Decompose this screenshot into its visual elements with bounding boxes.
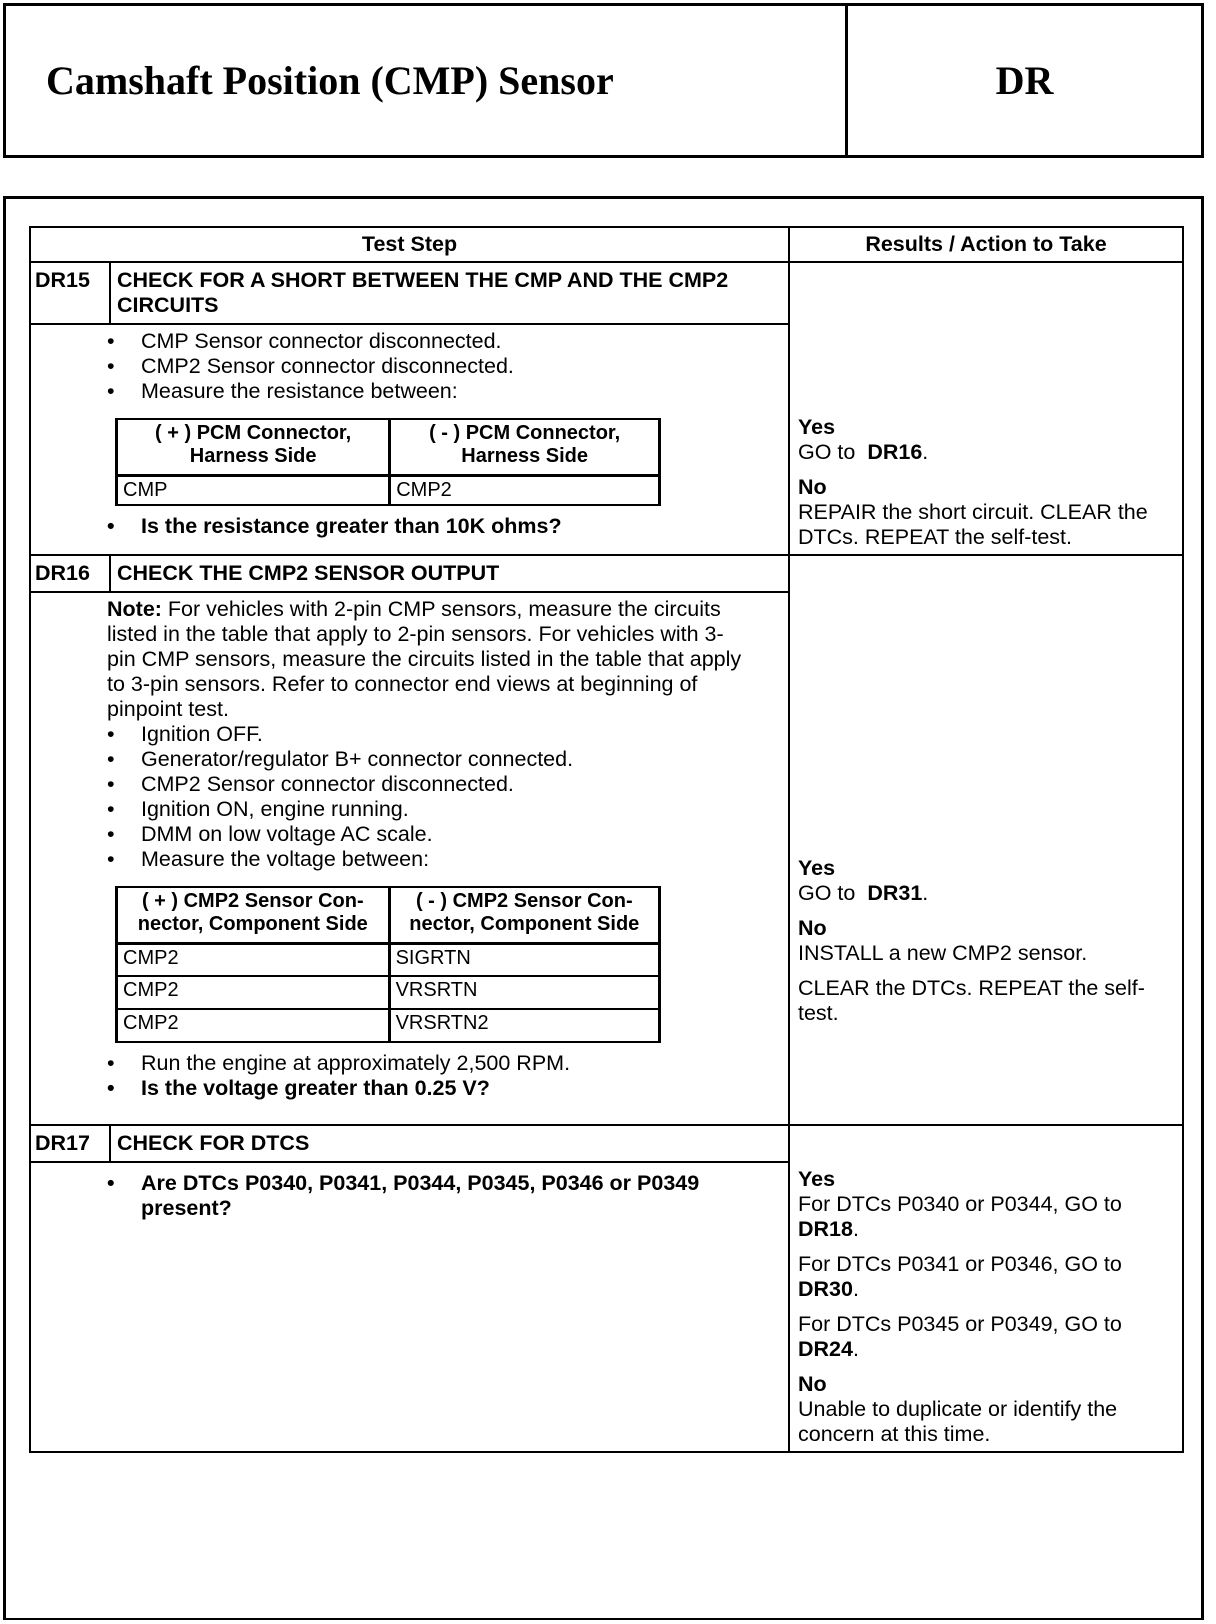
yes-target: DR24 — [798, 1337, 853, 1361]
no-label: No — [798, 475, 827, 499]
sub-cell: VRSRTN — [389, 976, 659, 1009]
yes-text: For DTCs P0345 or P0349, GO to — [798, 1312, 1122, 1336]
bullet: • CMP2 Sensor connector disconnected. — [107, 772, 778, 797]
bullet: • Measure the resistance between: — [107, 379, 778, 404]
sub-header: ( - ) CMP2 Sensor Con-nector, Component Side — [389, 887, 659, 943]
no-label: No — [798, 1372, 827, 1396]
step-results: Yes For DTCs P0340 or P0344, GO to DR18. For DTCs P0341 or P0346, GO to DR30. For DTCs P0345 or P0349, GO to DR24. No Unable to duplicate or identify the concern at this time. — [789, 1125, 1183, 1452]
yes-target: DR31 — [867, 881, 923, 905]
col-test-step: Test Step — [30, 227, 789, 262]
note-label: Note: — [107, 597, 162, 621]
page-header — [3, 3, 1204, 158]
no-text: INSTALL a new CMP2 sensor. — [798, 941, 1088, 965]
step-id: DR15 — [30, 262, 110, 324]
sub-cell: CMP2 — [117, 1009, 390, 1042]
bullet: • Ignition ON, engine running. — [107, 797, 778, 822]
col-results: Results / Action to Take — [789, 227, 1183, 262]
no-label: No — [798, 916, 827, 940]
step-body — [30, 1162, 789, 1452]
bullet: • Measure the voltage between: — [107, 847, 778, 872]
step-title: CHECK FOR A SHORT BETWEEN THE CMP AND THE CMP2 CIRCUITS — [110, 262, 789, 324]
no-text: CLEAR the DTCs. REPEAT the self-test. — [798, 976, 1145, 1025]
sub-cell: VRSRTN2 — [389, 1009, 659, 1042]
step-id: DR16 — [30, 555, 110, 592]
note-text: For vehicles with 2-pin CMP sensors, measure the circuits listed in the table that apply to 2-pin sensors. For vehicles with 3-pin CMP sensors, measure the circuits listed in the table that apply to 3-pin sensors. Refer to connector end views at beginning of pinpoint test. — [107, 597, 742, 721]
yes-target: DR30 — [798, 1277, 853, 1301]
step-body — [30, 324, 789, 555]
sub-header: ( + ) PCM Connector, Harness Side — [117, 419, 390, 475]
sub-cell: CMP2 — [117, 976, 390, 1009]
sub-cell: CMP2 — [390, 475, 660, 505]
test-step-table — [29, 226, 1184, 1453]
yes-label: Yes — [798, 1167, 836, 1191]
sub-cell: CMP — [117, 475, 390, 505]
step-results: Yes GO to DR31. No INSTALL a new CMP2 sensor. CLEAR the DTCs. REPEAT the self-test. — [789, 555, 1183, 1125]
step-body — [30, 592, 789, 1125]
note — [107, 597, 778, 722]
sub-header: ( + ) CMP2 Sensor Con-nector, Component Side — [117, 887, 390, 943]
bullet: • Run the engine at approximately 2,500 RPM. — [107, 1051, 778, 1076]
sub-cell: SIGRTN — [389, 943, 659, 976]
no-text: Unable to duplicate or identify the concern at this time. — [798, 1397, 1118, 1446]
yes-target: DR18 — [798, 1217, 853, 1241]
question: • Is the resistance greater than 10K ohms? — [107, 514, 778, 539]
connector-table — [115, 886, 661, 1043]
step-results: Yes GO to DR16. No REPAIR the short circuit. CLEAR the DTCs. REPEAT the self-test. — [789, 262, 1183, 555]
connector-table — [115, 418, 661, 506]
bullet: • CMP Sensor connector disconnected. — [107, 329, 778, 354]
page-title: Camshaft Position (CMP) Sensor — [6, 6, 848, 155]
step-title: CHECK THE CMP2 SENSOR OUTPUT — [110, 555, 789, 592]
yes-label: Yes — [798, 415, 836, 439]
bullet: • DMM on low voltage AC scale. — [107, 822, 778, 847]
sub-header: ( - ) PCM Connector, Harness Side — [390, 419, 660, 475]
sub-cell: CMP2 — [117, 943, 390, 976]
question: • Are DTCs P0340, P0341, P0344, P0345, P0346 or P0349 present? — [107, 1171, 718, 1221]
step-id: DR17 — [30, 1125, 110, 1162]
question: • Is the voltage greater than 0.25 V? — [107, 1076, 778, 1101]
step-title: CHECK FOR DTCS — [110, 1125, 789, 1162]
bullet: • Generator/regulator B+ connector connected. — [107, 747, 778, 772]
yes-text: For DTCs P0341 or P0346, GO to — [798, 1252, 1122, 1276]
yes-text: GO to — [798, 881, 856, 905]
yes-text: GO to — [798, 440, 856, 464]
yes-target: DR16 — [867, 440, 923, 464]
bullet: • CMP2 Sensor connector disconnected. — [107, 354, 778, 379]
yes-label: Yes — [798, 856, 836, 880]
no-text: REPAIR the short circuit. CLEAR the DTCs. REPEAT the self-test. — [798, 500, 1148, 549]
bullet: • Ignition OFF. — [107, 722, 778, 747]
yes-text: For DTCs P0340 or P0344, GO to — [798, 1192, 1122, 1216]
section-code: DR — [995, 58, 1054, 103]
